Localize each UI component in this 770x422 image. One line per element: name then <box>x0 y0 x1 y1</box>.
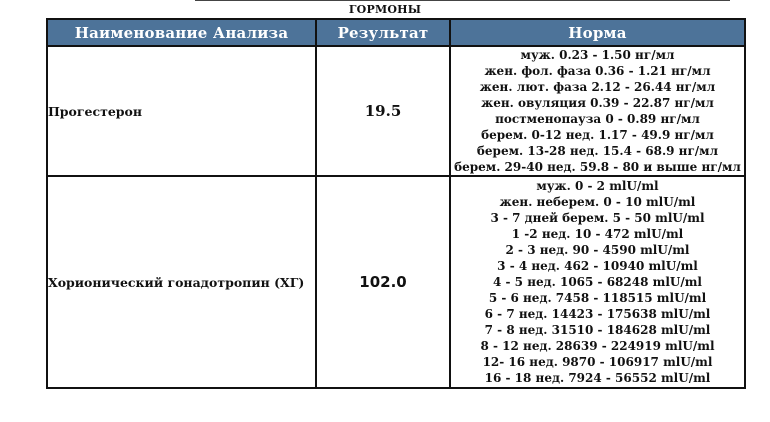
analysis-name: Прогестерон <box>47 46 316 176</box>
section-title: ГОРМОНЫ <box>348 3 422 16</box>
column-header-result: Результат <box>316 19 450 46</box>
norm-line: 8 - 12 нед. 28639 - 224919 mlU/ml <box>480 339 715 353</box>
top-divider <box>195 0 730 1</box>
table-row-hcg <box>47 176 745 388</box>
column-header-norm: Норма <box>450 19 745 46</box>
norm-line: 4 - 5 нед. 1065 - 68248 mlU/ml <box>492 275 702 289</box>
norm-line: 3 - 4 нед. 462 - 10940 mlU/ml <box>497 259 698 273</box>
norm-line: 16 - 18 нед. 7924 - 56552 mlU/ml <box>484 371 711 385</box>
norm-line: берем. 0-12 нед. 1.17 - 49.9 нг/мл <box>481 128 714 142</box>
norm-line: 6 - 7 нед. 14423 - 175638 mlU/ml <box>484 307 711 321</box>
table-row-progesterone <box>47 46 745 176</box>
norm-line: берем. 13-28 нед. 15.4 - 68.9 нг/мл <box>476 144 719 158</box>
analysis-name: Хорионический гонадотропин (ХГ) <box>47 176 316 388</box>
results-table <box>46 18 746 389</box>
norm-list <box>450 46 745 176</box>
result-value: 19.5 <box>316 46 450 176</box>
norm-line: жен. неберем. 0 - 10 mlU/ml <box>499 195 696 209</box>
norm-line: постменопауза 0 - 0.89 нг/мл <box>495 112 700 126</box>
norm-line: 12- 16 нед. 9870 - 106917 mlU/ml <box>482 355 713 369</box>
table-header-row <box>47 19 745 46</box>
column-header-name: Наименование Анализа <box>47 19 316 46</box>
norm-line: 2 - 3 нед. 90 - 4590 mlU/ml <box>505 243 690 257</box>
norm-line: муж. 0 - 2 mlU/ml <box>536 179 659 193</box>
norm-line: 7 - 8 нед. 31510 - 184628 mlU/ml <box>484 323 711 337</box>
result-value: 102.0 <box>316 176 450 388</box>
norm-line: жен. фол. фаза 0.36 - 1.21 нг/мл <box>484 64 711 78</box>
norm-list <box>450 176 745 388</box>
norm-line: жен. лют. фаза 2.12 - 26.44 нг/мл <box>479 80 716 94</box>
norm-line: 3 - 7 дней берем. 5 - 50 mlU/ml <box>490 211 705 225</box>
norm-line: берем. 29-40 нед. 59.8 - 80 и выше нг/мл <box>454 160 741 174</box>
norm-line: жен. овуляция 0.39 - 22.87 нг/мл <box>481 96 714 110</box>
norm-line: 5 - 6 нед. 7458 - 118515 mlU/ml <box>488 291 707 305</box>
norm-line: 1 -2 нед. 10 - 472 mlU/ml <box>511 227 684 241</box>
norm-line: муж. 0.23 - 1.50 нг/мл <box>520 48 675 62</box>
